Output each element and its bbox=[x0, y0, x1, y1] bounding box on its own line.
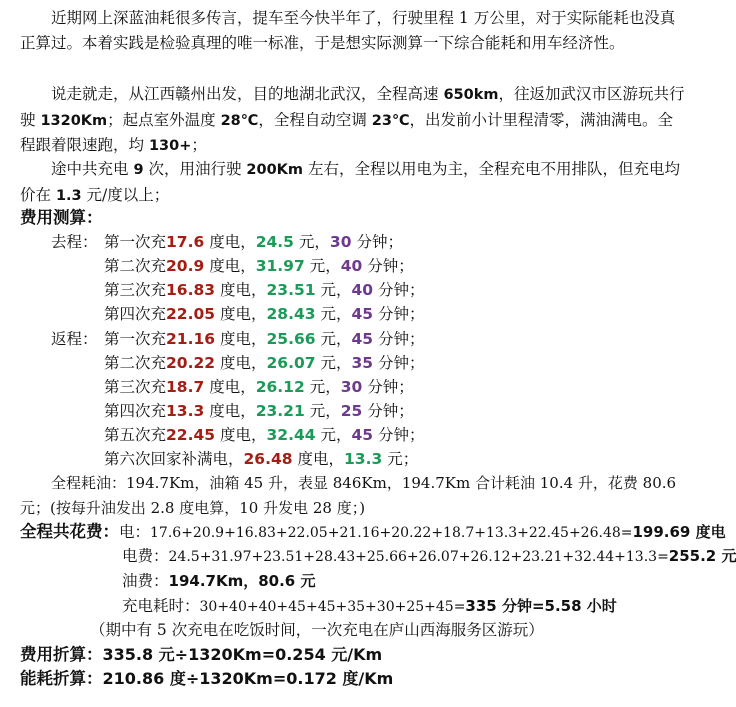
outdoor-temp: 28℃ bbox=[220, 112, 259, 129]
charge-yuan: 31.97 bbox=[255, 257, 305, 275]
last-charge-yuan: 13.3 bbox=[344, 450, 383, 468]
total-note: （期中有 5 次充电在吃饭时间，一次充电在庐山西海服务区游玩） bbox=[90, 621, 544, 639]
return-label: 返程： bbox=[51, 330, 98, 348]
outbound-label: 去程： bbox=[51, 233, 98, 251]
distance-total: 1320Km bbox=[40, 112, 108, 129]
charge-minutes: 30 bbox=[340, 378, 363, 396]
charge-kwh: 22.05 bbox=[166, 305, 216, 323]
charge-minutes: 30 bbox=[329, 233, 352, 251]
charge-minutes: 45 bbox=[351, 305, 374, 323]
charge-kwh: 13.3 bbox=[166, 402, 205, 420]
outbound-row: 第三次充16.83 度电，23.51 元，40 分钟； bbox=[104, 281, 425, 299]
return-row: 第三次充18.7 度电，26.12 元，30 分钟； bbox=[104, 378, 414, 396]
total-fee-row: 电费：24.5+31.97+23.51+28.43+25.66+26.07+26.12+23.21+32.44+13.3=255.2 元 bbox=[122, 547, 736, 565]
charge-kwh: 20.9 bbox=[166, 257, 205, 275]
charge-minutes: 45 bbox=[351, 426, 374, 444]
charge-yuan: 26.07 bbox=[266, 354, 316, 372]
return-row: 第二次充20.22 度电，26.07 元，35 分钟； bbox=[104, 354, 425, 372]
outbound-row: 第四次充22.05 度电，28.43 元，45 分钟； bbox=[104, 305, 425, 323]
speed: 130+ bbox=[148, 138, 192, 154]
total-heading: 全程共花费： bbox=[20, 522, 119, 541]
fuel-line: 全程耗油：194.7Km，油箱 45 升，表显 846Km，194.7Km 合计耗油 10.4 升，花费 80.6 元；(按每升油发出 2.8 度电算，10 升发电 28 度；) bbox=[20, 474, 677, 517]
intro-paragraph-2: 说走就走，从江西赣州出发，目的地湖北武汉，全程高速 650km，往返加武汉市区游玩共行驶 1320Km；起点室外温度 28℃，全程自动空调 23℃，出发前小计里程清零，满油满电。全程跟着限速跑，均 130+； bbox=[20, 85, 685, 154]
total-oil-row: 油费：194.7Km，80.6 元 bbox=[122, 572, 316, 590]
charge-minutes: 40 bbox=[340, 257, 363, 275]
total-elec-result: 199.69 度电 bbox=[632, 523, 726, 541]
charge-kwh: 21.16 bbox=[166, 330, 216, 348]
charge-yuan: 23.51 bbox=[266, 281, 316, 299]
total-oil-value: 194.7Km，80.6 元 bbox=[168, 572, 316, 590]
outbound-row: 第二次充20.9 度电，31.97 元，40 分钟； bbox=[104, 257, 414, 275]
charge-yuan: 25.66 bbox=[266, 330, 316, 348]
charge-kwh: 18.7 bbox=[166, 378, 205, 396]
outbound-row: 去程： 第一次充17.6 度电，24.5 元，30 分钟； bbox=[51, 230, 403, 254]
avg-price: 1.3 bbox=[55, 187, 82, 204]
ac-temp: 23℃ bbox=[371, 112, 410, 129]
charge-yuan: 32.44 bbox=[266, 426, 316, 444]
charge-yuan: 26.12 bbox=[255, 378, 305, 396]
distance-one-way: 650km bbox=[443, 87, 499, 103]
cost-summary: 费用折算：335.8 元÷1320Km=0.254 元/Km bbox=[20, 645, 383, 664]
fuel-distance: 200Km bbox=[246, 162, 304, 178]
intro-paragraph-3: 途中共充电 9 次，用油行驶 200Km 左右，全程以用电为主，全程充电不用排队，但充电均价在 1.3 元/度以上； bbox=[20, 160, 680, 204]
charge-kwh: 16.83 bbox=[166, 281, 216, 299]
last-charge-row: 第六次回家补满电，26.48 度电，13.3 元； bbox=[104, 450, 419, 468]
return-row: 返程： 第一次充21.16 度电，25.66 元，45 分钟； bbox=[51, 327, 425, 351]
charge-minutes: 45 bbox=[351, 330, 374, 348]
intro-paragraph-1: 近期网上深蓝油耗很多传言，提车至今快半年了，行驶里程 1 万公里，对于实际能耗也没真正算过。本着实践是检验真理的唯一标准，于是想实际测算一下综合能耗和用车经济性。 bbox=[20, 9, 676, 52]
charge-minutes: 25 bbox=[340, 402, 363, 420]
cost-heading: 费用测算： bbox=[20, 208, 103, 227]
total-time-row: 充电耗时：30+40+40+45+45+35+30+25+45=335 分钟=5.58 小时 bbox=[122, 597, 617, 615]
total-fee-result: 255.2 元 bbox=[668, 547, 736, 565]
total-time-result: 335 分钟=5.58 小时 bbox=[465, 597, 617, 615]
charge-minutes: 40 bbox=[351, 281, 374, 299]
total-elec-row: 全程共花费：电：17.6+20.9+16.83+22.05+21.16+20.22+18.7+13.3+22.45+26.48=199.69 度电 bbox=[20, 522, 726, 541]
charge-kwh: 17.6 bbox=[166, 233, 205, 251]
last-charge-kwh: 26.48 bbox=[243, 450, 293, 468]
charge-yuan: 23.21 bbox=[255, 402, 305, 420]
charge-kwh: 20.22 bbox=[166, 354, 216, 372]
charge-yuan: 24.5 bbox=[255, 233, 294, 251]
return-row: 第四次充13.3 度电，23.21 元，25 分钟； bbox=[104, 402, 414, 420]
return-row: 第五次充22.45 度电，32.44 元，45 分钟； bbox=[104, 426, 425, 444]
charge-minutes: 35 bbox=[351, 354, 374, 372]
charge-count: 9 bbox=[133, 162, 144, 178]
charge-kwh: 22.45 bbox=[166, 426, 216, 444]
energy-summary: 能耗折算：210.86 度÷1320Km=0.172 度/Km bbox=[20, 669, 394, 688]
charge-yuan: 28.43 bbox=[266, 305, 316, 323]
